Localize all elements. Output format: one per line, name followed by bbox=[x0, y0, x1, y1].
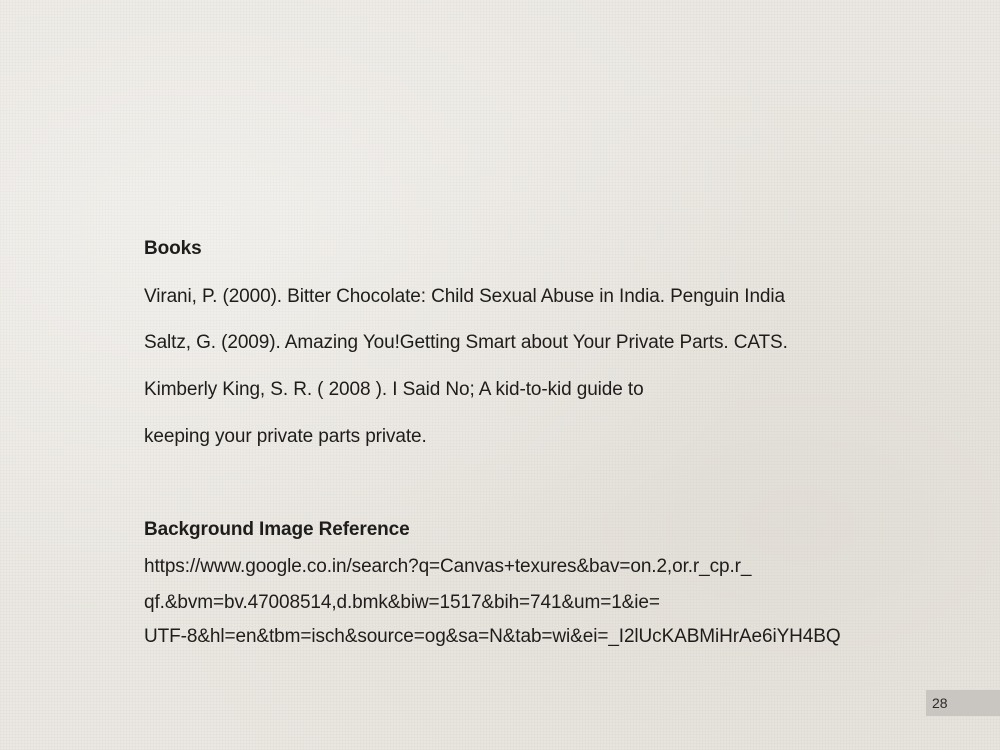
background-reference-heading: Background Image Reference bbox=[144, 519, 410, 540]
reference-url-line: https://www.google.co.in/search?q=Canvas+texures&bav=on.2,or.r_cp.r_ bbox=[144, 556, 752, 577]
book-entry: Saltz, G. (2009). Amazing You!Getting Smart about Your Private Parts. CATS. bbox=[144, 332, 788, 353]
reference-url-line: qf.&bvm=bv.47008514,d.bmk&biw=1517&bih=741&um=1&ie= bbox=[144, 592, 660, 613]
reference-url-line: UTF-8&hl=en&tbm=isch&source=og&sa=N&tab=wi&ei=_I2lUcKABMiHrAe6iYH4BQ bbox=[144, 626, 841, 647]
page-number: 28 bbox=[926, 690, 1000, 716]
books-heading: Books bbox=[144, 238, 202, 259]
book-entry: Kimberly King, S. R. ( 2008 ). I Said No; A kid-to-kid guide to bbox=[144, 379, 644, 400]
book-entry-continuation: keeping your private parts private. bbox=[144, 426, 427, 447]
book-entry: Virani, P. (2000). Bitter Chocolate: Child Sexual Abuse in India. Penguin India bbox=[144, 286, 785, 307]
